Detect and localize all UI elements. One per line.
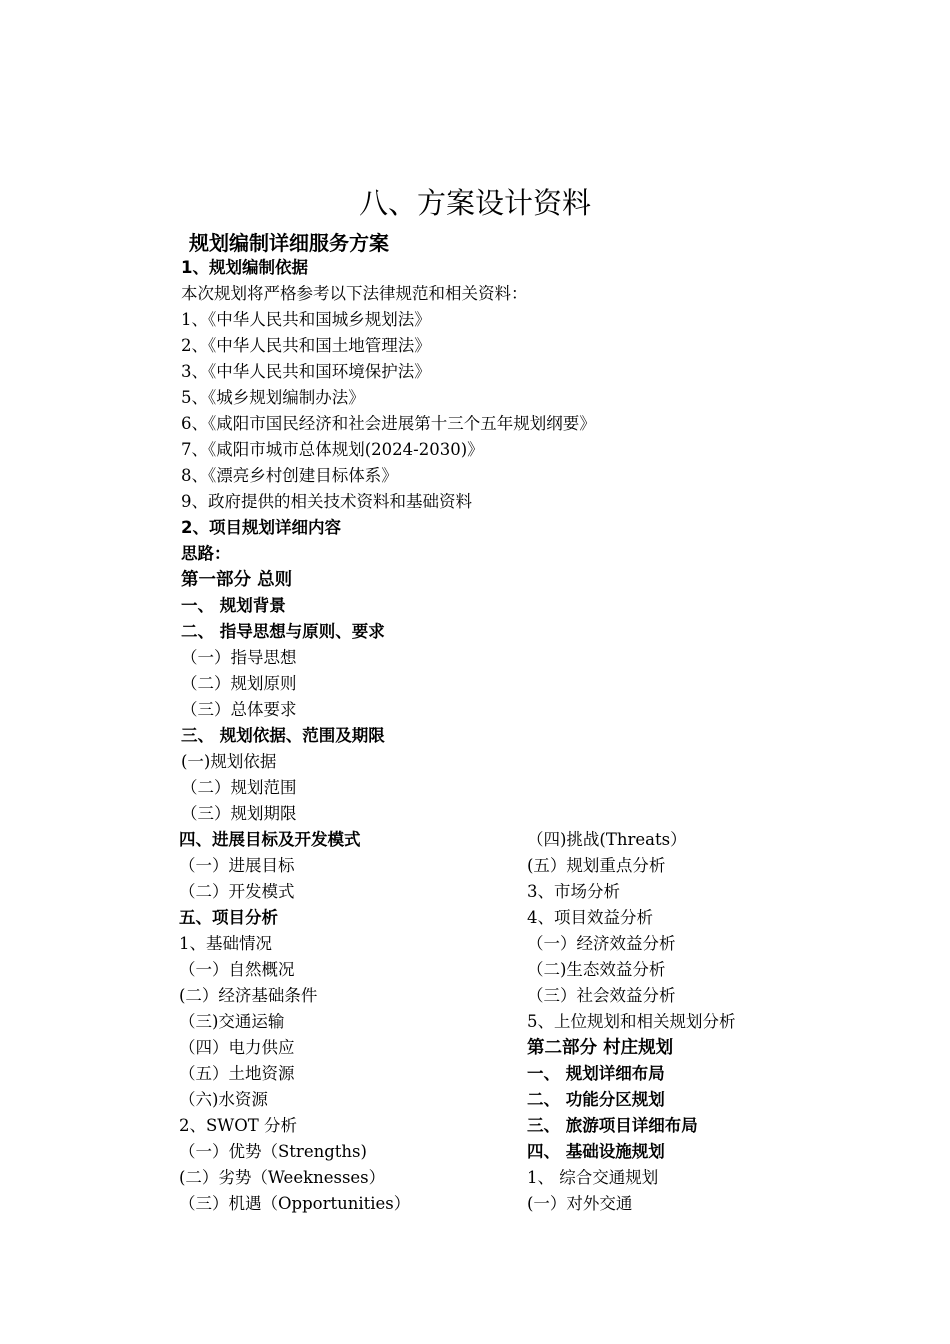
right-column-line: 3、市场分析 [527,882,620,901]
left-column-line: （三）机遇（Opportunities） [179,1194,411,1213]
top-lines-line: 8、《漂亮乡村创建目标体系》 [181,466,398,485]
right-column-line: （二)生态效益分析 [527,960,666,979]
right-column-line: (五）规划重点分析 [527,856,666,875]
right-column-line: 三、 旅游项目详细布局 [527,1116,698,1135]
left-column-line: （五）土地资源 [179,1064,295,1083]
right-column-line: 第二部分 村庄规划 [527,1038,674,1058]
top-lines-line: 1、规划编制依据 [181,258,308,277]
top-lines-line: 思路： [181,544,231,563]
top-lines-line: 一、 规划背景 [181,596,286,615]
top-lines-line: （三）总体要求 [181,700,297,719]
left-column-line: （一）自然概况 [179,960,295,979]
top-lines-line: （三）规划期限 [181,804,297,823]
top-lines-line: 三、 规划依据、范围及期限 [181,726,385,745]
left-column-line: (二）劣势（Weeknesses） [179,1168,386,1187]
top-lines-line: 本次规划将严格参考以下法律规范和相关资料： [181,284,528,303]
right-column-line: 四、 基础设施规划 [527,1142,665,1161]
top-lines-line: 9、政府提供的相关技术资料和基础资料 [181,492,472,511]
section-subtitle: 规划编制详细服务方案 [189,231,389,255]
left-column-line: （一）进展目标 [179,856,295,875]
top-lines-line: （一）指导思想 [181,648,297,667]
right-column-line: （三）社会效益分析 [527,986,676,1005]
top-lines-line: 1、《中华人民共和国城乡规划法》 [181,310,431,329]
left-column-line: (二）经济基础条件 [179,986,318,1005]
right-column-line: 4、项目效益分析 [527,908,653,927]
top-lines-line: 7、《咸阳市城市总体规划(2024-2030)》 [181,440,484,459]
left-column-line: 四、进展目标及开发模式 [179,830,361,849]
left-column-line: （三)交通运输 [179,1012,285,1031]
top-lines-line: （二）规划范围 [181,778,297,797]
top-lines-line: 3、《中华人民共和国环境保护法》 [181,362,431,381]
top-lines-line: 2、项目规划详细内容 [181,518,341,537]
left-column-line: （二）开发模式 [179,882,295,901]
left-column-line: 2、SWOT 分析 [179,1116,298,1135]
right-column-line: （四)挑战(Threats） [527,830,687,849]
left-column-line: （一）优势（Strengths) [179,1142,367,1161]
right-column-line: 5、上位规划和相关规划分析 [527,1012,736,1031]
top-lines-line: 5、《城乡规划编制办法》 [181,388,365,407]
right-column-line: 一、 规划详细布局 [527,1064,665,1083]
left-column-line: （六)水资源 [179,1090,268,1109]
top-lines-line: 6、《咸阳市国民经济和社会进展第十三个五年规划纲要》 [181,414,596,433]
top-lines-line: 2、《中华人民共和国土地管理法》 [181,336,431,355]
top-lines-line: (一)规划依据 [181,752,277,771]
right-column-line: （一）经济效益分析 [527,934,676,953]
left-column-line: 五、项目分析 [179,908,278,927]
top-lines-line: 二、 指导思想与原则、要求 [181,622,385,641]
left-column-line: 1、基础情况 [179,934,272,953]
left-column-line: （四）电力供应 [179,1038,295,1057]
right-column-line: 二、 功能分区规划 [527,1090,665,1109]
page-title: 八、方案设计资料 [358,186,591,220]
top-lines-line: （二）规划原则 [181,674,297,693]
top-lines-line: 第一部分 总则 [181,570,293,590]
right-column-line: 1、 综合交通规划 [527,1168,659,1187]
right-column-line: (一）对外交通 [527,1194,633,1213]
